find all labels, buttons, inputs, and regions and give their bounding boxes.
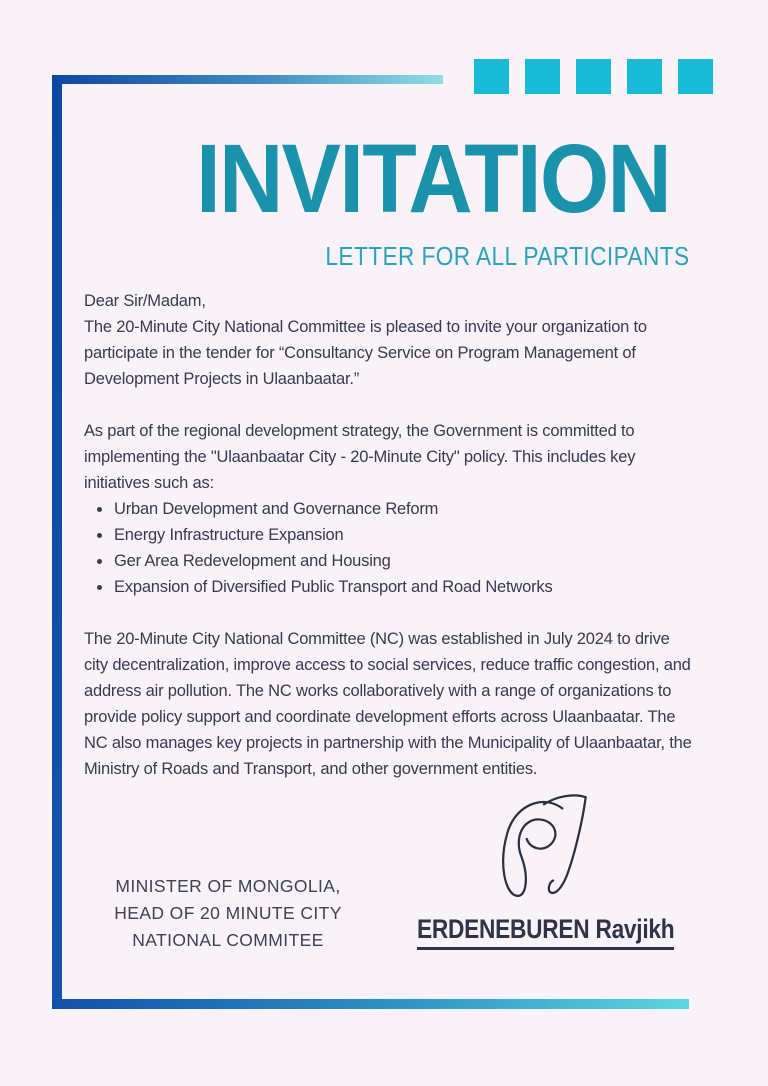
list-item: Urban Development and Governance Reform <box>84 496 696 522</box>
signer-name: ERDENEBUREN Ravjikh <box>417 914 674 950</box>
list-item: Energy Infrastructure Expansion <box>84 522 696 548</box>
decor-square <box>576 59 611 94</box>
initiatives-list <box>84 496 696 600</box>
signer-title-line: NATIONAL COMMITEE <box>132 930 324 950</box>
decor-square <box>474 59 509 94</box>
decor-square <box>627 59 662 94</box>
page-subtitle: LETTER FOR ALL PARTICIPANTS <box>325 241 690 271</box>
signer-title-line: HEAD OF 20 MINUTE CITY <box>114 903 342 923</box>
signer-title <box>106 873 350 954</box>
paragraph-strategy: As part of the regional development strategy, the Government is committed to implementing the "Ulaanbaatar City - 20-Minute City" policy. This includes key initiatives such as: <box>84 422 636 492</box>
list-item: Expansion of Diversified Public Transport and Road Networks <box>84 574 696 600</box>
frame-left-line <box>52 75 62 1009</box>
handwritten-signature <box>483 792 609 902</box>
paragraph-committee: The 20-Minute City National Committee (NC) was established in July 2024 to drive city decentralization, improve access to social services, reduce traffic congestion, and address air pollution. The NC works collaboratively with a range of organizations to provide policy support and coordinate development efforts across Ulaanbaatar. The NC also manages key projects in partnership with the Municipality of Ulaanbaatar, the Ministry of Roads and Transport, and other government entities. <box>84 630 692 778</box>
letter-body <box>84 288 696 808</box>
paragraph-intro: The 20-Minute City National Committee is pleased to invite your organization to participate in the tender for “Consultancy Service on Program Management of Development Projects in Ulaanbaatar.” <box>84 318 647 388</box>
salutation: Dear Sir/Madam, <box>84 292 206 310</box>
decor-square <box>525 59 560 94</box>
page-title: INVITATION <box>196 124 671 233</box>
decor-square <box>678 59 713 94</box>
signer-title-line: MINISTER OF MONGOLIA, <box>115 876 341 896</box>
frame-top-line <box>52 75 443 84</box>
frame-bottom-line <box>52 999 689 1009</box>
decor-squares <box>474 59 713 94</box>
list-item: Ger Area Redevelopment and Housing <box>84 548 696 574</box>
